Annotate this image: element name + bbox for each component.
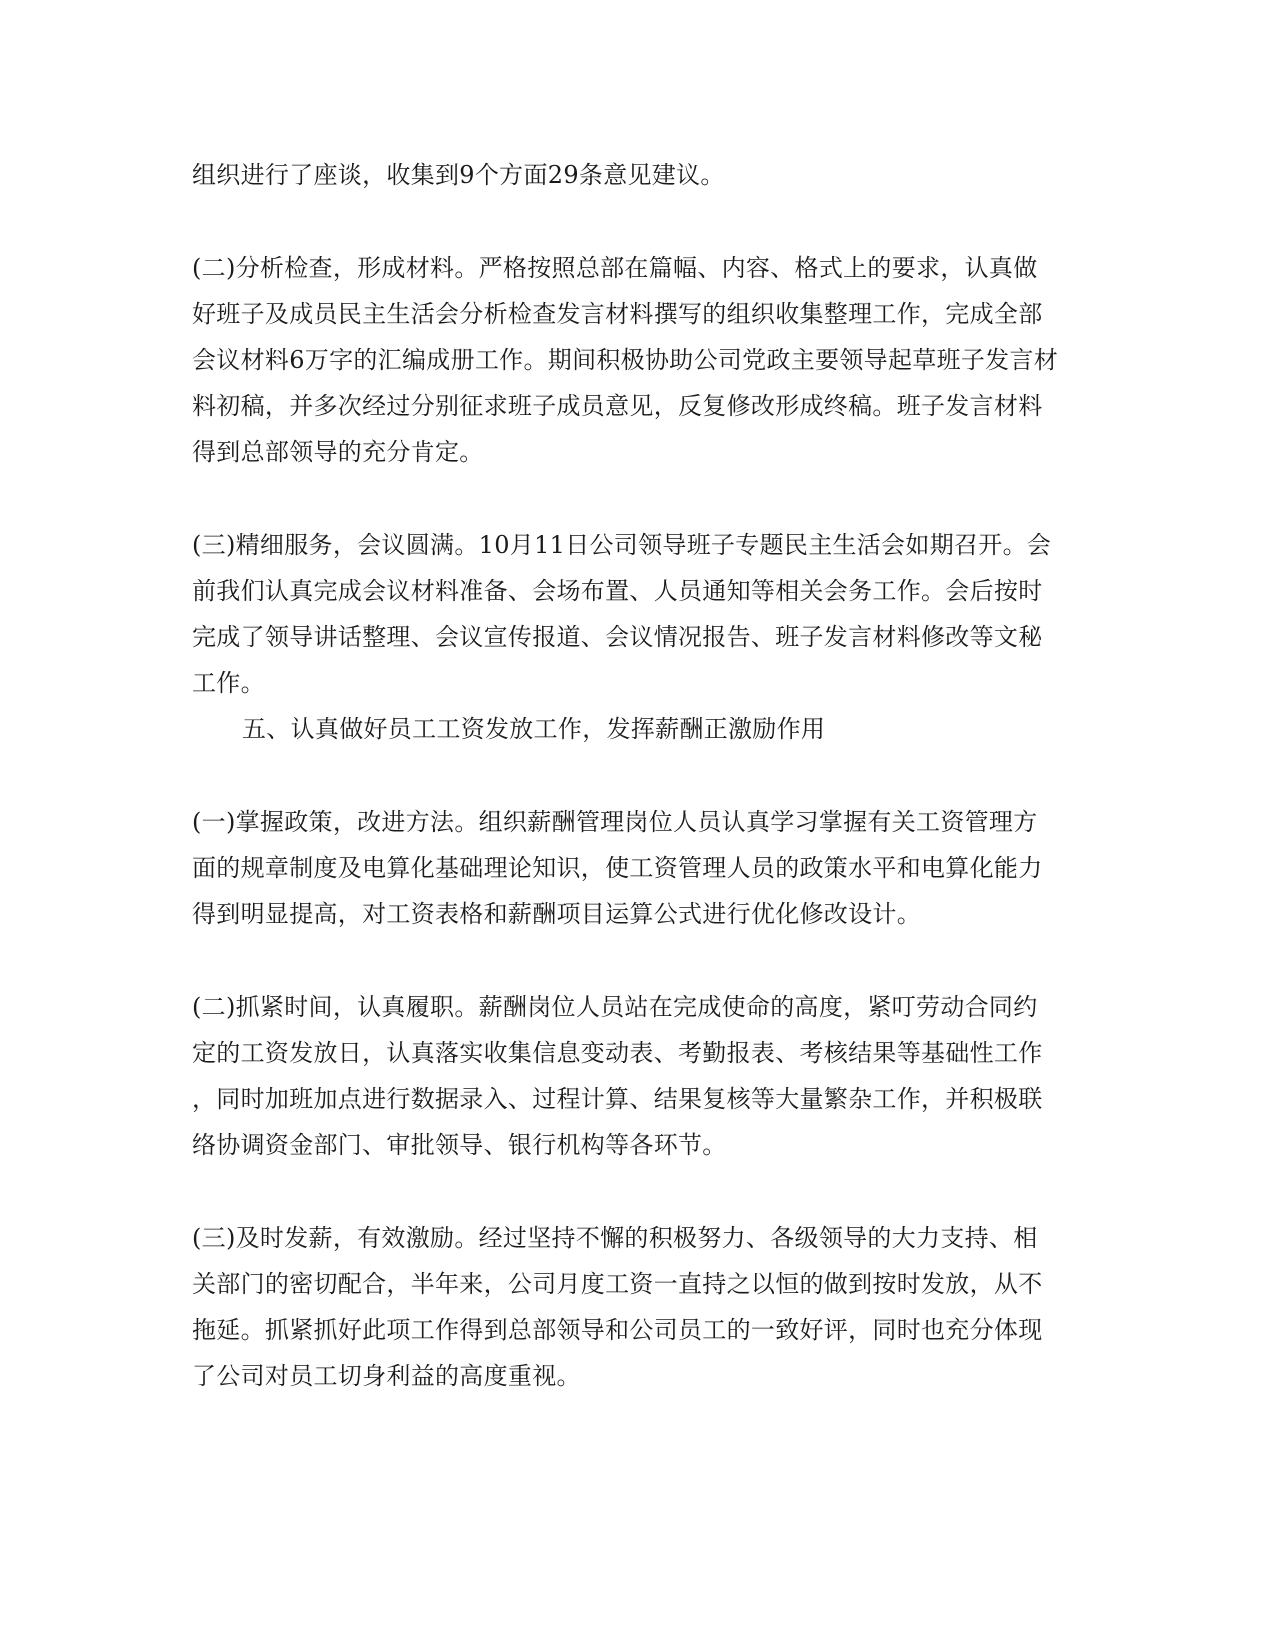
text-line: 络协调资金部门、审批领导、银行机构等各环节。 (192, 1131, 727, 1159)
text-line: 定的工资发放日，认真落实收集信息变动表、考勤报表、考核结果等基础性工作 (192, 1039, 1043, 1067)
text-line: 会议材料6万字的汇编成册工作。期间积极协助公司党政主要领导起草班子发言材 (192, 346, 1059, 374)
text-line: 了公司对员工切身利益的高度重视。 (192, 1362, 581, 1390)
text-line: 工作。 (192, 669, 265, 697)
text-line: 得到总部领导的充分肯定。 (192, 438, 484, 466)
text-line: 组织进行了座谈，收集到9个方面29条意见建议。 (192, 161, 725, 189)
text-line: 料初稿，并多次经过分别征求班子成员意见，反复修改形成终稿。班子发言材料 (192, 392, 1043, 420)
section-heading: 五、认真做好员工工资发放工作，发挥薪酬正激励作用 (242, 715, 826, 743)
text-line: (二)抓紧时间，认真履职。薪酬岗位人员站在完成使命的高度，紧叮劳动合同约 (192, 993, 1038, 1021)
text-line: 拖延。抓紧抓好此项工作得到总部领导和公司员工的一致好评，同时也充分体现 (192, 1316, 1043, 1344)
text-line: (三)精细服务，会议圆满。10月11日公司领导班子专题民主生活会如期召开。会 (192, 531, 1052, 559)
text-line: 面的规章制度及电算化基础理论知识，使工资管理人员的政策水平和电算化能力 (192, 854, 1043, 882)
text-line: ，同时加班加点进行数据录入、过程计算、结果复核等大量繁杂工作，并积极联 (192, 1085, 1043, 1113)
text-line: (二)分析检查，形成材料。严格按照总部在篇幅、内容、格式上的要求，认真做 (192, 254, 1038, 282)
text-line: 得到明显提高，对工资表格和薪酬项目运算公式进行优化修改设计。 (192, 900, 921, 928)
text-line: 完成了领导讲话整理、会议宣传报道、会议情况报告、班子发言材料修改等文秘 (192, 623, 1043, 651)
text-line: 前我们认真完成会议材料准备、会场布置、人员通知等相关会务工作。会后按时 (192, 577, 1043, 605)
text-line: (三)及时发薪，有效激励。经过坚持不懈的积极努力、各级领导的大力支持、相 (192, 1224, 1038, 1252)
text-line: (一)掌握政策，改进方法。组织薪酬管理岗位人员认真学习掌握有关工资管理方 (192, 808, 1038, 836)
text-line: 关部门的密切配合，半年来，公司月度工资一直持之以恒的做到按时发放，从不 (192, 1270, 1043, 1298)
text-line: 好班子及成员民主生活会分析检查发言材料撰写的组织收集整理工作，完成全部 (192, 300, 1043, 328)
